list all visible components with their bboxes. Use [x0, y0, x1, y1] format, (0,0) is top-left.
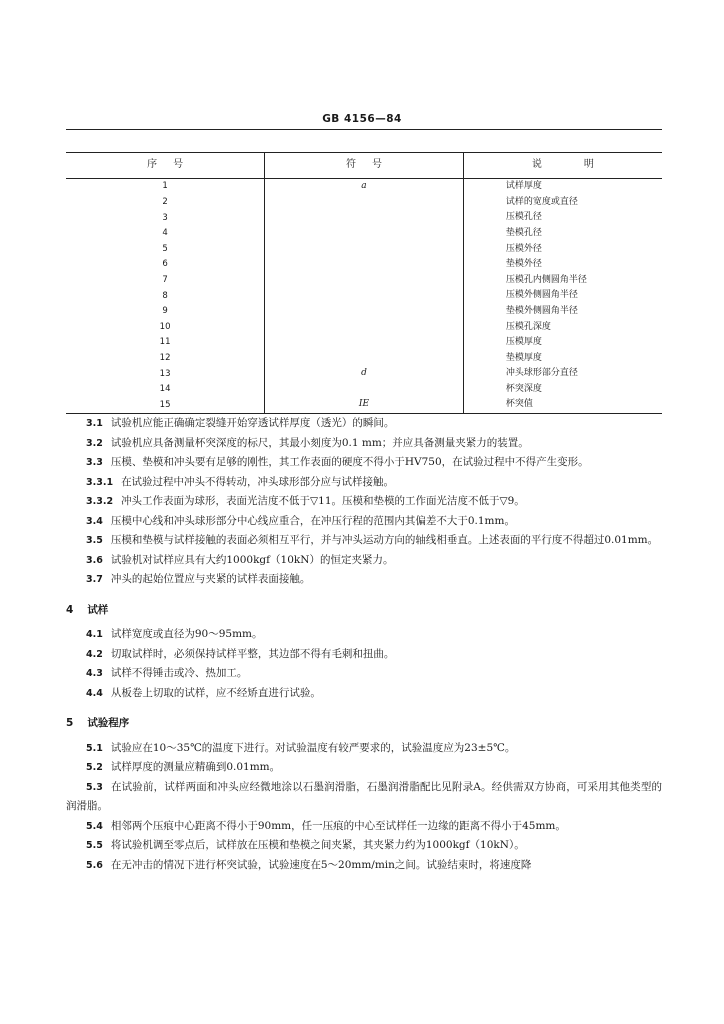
- row-description: 试样的宽度或直径: [505, 196, 578, 207]
- clause-paragraph: [66, 645, 662, 665]
- body-text: [66, 414, 662, 875]
- clause-paragraph: [66, 836, 662, 856]
- clause-text: 试验机应能正确确定裂缝开始穿透试样厚度（透光）的瞬间。: [110, 417, 395, 429]
- clause-text: 压模中心线和冲头球形部分中心线应重合，在冲压行程的范围内其偏差不大于0.1mm。: [110, 514, 515, 527]
- row-symbol: [265, 288, 464, 304]
- clause-number: 3.3: [86, 457, 103, 468]
- row-description: 压模孔深度: [505, 321, 551, 332]
- clause-text: 在无冲击的情况下进行杯突试验，试验速度在5～20mm/min之间。试验结束时，将速度降: [110, 858, 532, 871]
- row-symbol: [265, 226, 464, 242]
- row-description: 杯突深度: [505, 383, 542, 394]
- clause-text: 从板卷上切取的试样，应不经矫直进行试验。: [110, 686, 321, 699]
- clause-number: 3.5: [86, 535, 103, 546]
- table-row: [66, 179, 662, 195]
- table-row: [66, 288, 662, 304]
- clause-paragraph: [66, 817, 662, 837]
- clause-paragraph: [66, 434, 662, 454]
- symbol-table: [66, 152, 662, 414]
- clause-text: 试验机对试样应具有大约1000kgf（10kN）的恒定夹紧力。: [110, 553, 394, 566]
- clause-number: 3.3.2: [86, 496, 114, 507]
- row-symbol: [265, 304, 464, 320]
- clause-text: 冲头工作表面为球形，表面光洁度不低于▽11。压模和垫模的工作面光洁度不低于▽9。: [121, 495, 525, 507]
- section-number: 4: [66, 603, 74, 616]
- header-desc: 说明: [463, 153, 662, 179]
- clause-text: 试样宽度或直径为90～95mm。: [110, 628, 263, 640]
- clause-paragraph: [66, 778, 662, 817]
- clause-paragraph: [66, 453, 662, 473]
- clause-number: 4.4: [86, 687, 103, 699]
- header-no: 序号: [66, 153, 265, 179]
- clause-number: 3.1: [86, 418, 103, 429]
- table-row: [66, 382, 662, 398]
- clause-text: 在试验前，试样两面和冲头应经微地涂以石墨润滑脂，石墨润滑脂配比见附录A。经供需双方协商，可采用其他类型的润滑脂。: [66, 780, 662, 812]
- clause-text: 在试验过程中冲头不得转动，冲头球形部分应与试样接触。: [121, 475, 395, 488]
- clause-paragraph: [66, 551, 662, 571]
- table-row: [66, 226, 662, 242]
- table-row: [66, 241, 662, 257]
- clause-number: 3.2: [86, 437, 103, 449]
- table-row: [66, 335, 662, 351]
- row-symbol: [265, 351, 464, 367]
- row-number: 13: [159, 368, 171, 379]
- row-number: 6: [162, 259, 168, 270]
- row-description: 垫模孔径: [505, 227, 542, 238]
- row-symbol: IE: [265, 397, 464, 413]
- clause-text: 试验应在10～35℃的温度下进行。对试验温度有较严要求的，试验温度应为23±5℃。: [110, 741, 516, 754]
- clause-number: 3.4: [86, 515, 103, 527]
- row-description: 压模孔内侧圆角半径: [505, 274, 587, 285]
- row-symbol: [265, 210, 464, 226]
- table-row: [66, 351, 662, 367]
- clause-number: 3.3.1: [86, 476, 114, 488]
- section-3-paragraphs: [66, 414, 662, 590]
- section-title: 试样: [87, 603, 109, 616]
- clause-text: 压模和垫模与试样接触的表面必须相互平行，并与冲头运动方向的轴线相垂直。上述表面的平行度不得超过0.01mm。: [110, 534, 659, 546]
- section-4-heading: [66, 601, 662, 621]
- row-symbol: [265, 195, 464, 211]
- clause-paragraph: [66, 473, 662, 493]
- row-symbol: [265, 319, 464, 335]
- row-number: 15: [66, 397, 265, 413]
- section-title: 试验程序: [87, 717, 130, 729]
- row-symbol: [265, 382, 464, 398]
- table-header-row: [66, 153, 662, 179]
- row-number: 11: [159, 337, 171, 348]
- clause-text: 将试验机调至零点后，试样放在压模和垫模之间夹紧，其夹紧力约为1000kgf（10kN）。: [110, 839, 525, 851]
- clause-paragraph: [66, 625, 662, 645]
- clause-text: 相邻两个压痕中心距离不得小于90mm，任一压痕的中心至试样任一边缘的距离不得小于45mm。: [110, 819, 566, 832]
- row-number: 9: [162, 306, 168, 317]
- clause-text: 试样不得锤击或冷、热加工。: [110, 667, 248, 679]
- row-number: 1: [162, 181, 168, 192]
- clause-number: 4.1: [86, 629, 103, 640]
- clause-text: 试样厚度的测量应精确到0.01mm。: [110, 761, 281, 773]
- clause-number: 3.7: [86, 574, 103, 585]
- table-row: [66, 319, 662, 335]
- table-row: [66, 366, 662, 382]
- table-row: [66, 273, 662, 289]
- clause-paragraph: [66, 684, 662, 704]
- row-description: 冲头球形部分直径: [505, 368, 578, 379]
- clause-text: 切取试样时，必须保持试样平整，其边部不得有毛刺和扭曲。: [110, 647, 395, 660]
- row-symbol: [265, 273, 464, 289]
- row-number: 4: [162, 228, 168, 239]
- header-rule: [66, 129, 662, 130]
- table-body: [66, 179, 662, 414]
- section-5-paragraphs: [66, 739, 662, 876]
- clause-number: 5.3: [86, 781, 103, 793]
- clause-paragraph: [66, 856, 662, 876]
- clause-paragraph: [66, 492, 662, 512]
- clause-text: 冲头的起始位置应与夹紧的试样表面接触。: [110, 573, 311, 585]
- section-5-heading: [66, 714, 662, 734]
- row-number: 7: [162, 275, 168, 286]
- row-description: 垫模外侧圆角半径: [505, 305, 578, 316]
- clause-paragraph: [66, 531, 662, 551]
- clause-paragraph: [66, 414, 662, 434]
- row-description: 垫模外径: [505, 259, 542, 270]
- row-description: 杯突值: [463, 397, 662, 413]
- row-symbol: [265, 257, 464, 273]
- table-row: [66, 210, 662, 226]
- row-symbol: [265, 335, 464, 351]
- table-row: [66, 397, 662, 413]
- clause-paragraph: [66, 758, 662, 778]
- row-description: 垫模厚度: [505, 352, 542, 363]
- table-row: [66, 304, 662, 320]
- row-symbol: d: [265, 366, 464, 382]
- table-row: [66, 195, 662, 211]
- clause-paragraph: [66, 570, 662, 590]
- row-number: 5: [162, 243, 168, 254]
- row-description: 压模外侧圆角半径: [505, 290, 578, 301]
- standard-number-header: GB 4156—84: [322, 113, 402, 125]
- section-number: 5: [66, 717, 74, 729]
- table-row: [66, 257, 662, 273]
- row-description: 压模外径: [505, 243, 542, 254]
- clause-paragraph: [66, 512, 662, 532]
- row-description: 试样厚度: [505, 181, 542, 192]
- row-description: 压模孔径: [505, 212, 542, 223]
- section-4-paragraphs: [66, 625, 662, 703]
- row-symbol: a: [265, 179, 464, 195]
- row-number: 10: [159, 321, 171, 332]
- header-symbol: 符号: [265, 153, 464, 179]
- row-number: 8: [162, 290, 168, 301]
- clause-number: 3.6: [86, 554, 103, 566]
- clause-number: 5.1: [86, 742, 103, 754]
- clause-number: 5.2: [86, 762, 103, 773]
- row-number: 2: [162, 197, 168, 208]
- clause-paragraph: [66, 739, 662, 759]
- clause-number: 5.6: [86, 859, 103, 871]
- clause-number: 5.4: [86, 820, 103, 832]
- clause-number: 4.2: [86, 648, 103, 660]
- clause-number: 5.5: [86, 840, 103, 851]
- row-number: 14: [159, 384, 171, 395]
- clause-number: 4.3: [86, 668, 103, 679]
- clause-text: 试验机应具备测量杯突深度的标尺，其最小刻度为0.1 mm；并应具备测量夹紧力的装置。: [110, 436, 529, 449]
- clause-paragraph: [66, 664, 662, 684]
- clause-text: 压模、垫模和冲头要有足够的刚性，其工作表面的硬度不得小于HV750，在试验过程中不得产生变形。: [110, 456, 589, 468]
- row-number: 3: [162, 212, 168, 223]
- row-symbol: [265, 241, 464, 257]
- row-number: 12: [159, 353, 171, 364]
- row-description: 压模厚度: [505, 337, 542, 348]
